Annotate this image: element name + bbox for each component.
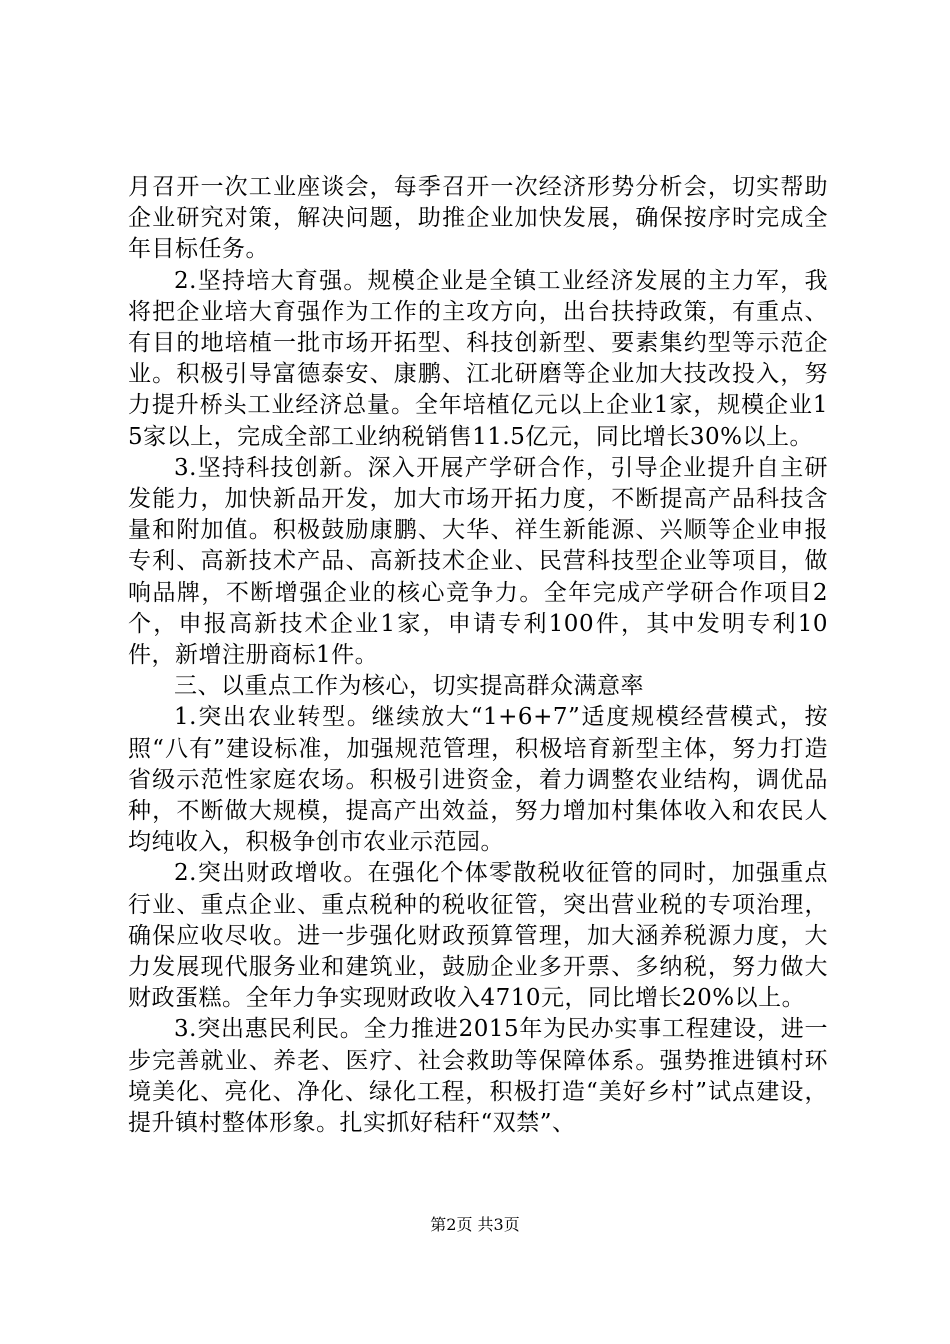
paragraph-6: 3.突出惠民利民。全力推进2015年为民办实事工程建设，进一步完善就业、养老、医疗、社会救助等保障体系。强势推进镇村环境美化、亮化、净化、绿化工程，积极打造“美好乡村”试点建设，提升镇村整体形象。扎实抓好秸秆“双禁”、 <box>128 1016 828 1137</box>
paragraph-1: 月召开一次工业座谈会，每季召开一次经济形势分析会，切实帮助企业研究对策，解决问题，助推企业加快发展，确保按序时完成全年目标任务。 <box>128 174 828 263</box>
paragraph-3: 3.坚持科技创新。深入开展产学研合作，引导企业提升自主研发能力，加快新品开发，加大市场开拓力度，不断提高产品科技含量和附加值。积极鼓励康鹏、大华、祥生新能源、兴顺等企业申报专利、高新技术产品、高新技术企业、民营科技型企业等项目，做响品牌，不断增强企业的核心竞争力。全年完成产学研合作项目2个，申报高新技术企业1家，申请专利100件，其中发明专利10件，新增注册商标1件。 <box>128 454 828 669</box>
paragraph-4: 1.突出农业转型。继续放大“1+6+7”适度规模经营模式，按照“八有”建设标准，加强规范管理，积极培育新型主体，努力打造省级示范性家庭农场。积极引进资金，着力调整农业结构，调优品种，不断做大规模，提高产出效益，努力增加村集体收入和农民人均纯收入，积极争创市农业示范园。 <box>128 704 828 856</box>
paragraph-5: 2.突出财政增收。在强化个体零散税收征管的同时，加强重点行业、重点企业、重点税种的税收征管，突出营业税的专项治理，确保应收尽收。进一步强化财政预算管理，加大涵养税源力度，大力发展现代服务业和建筑业，鼓励企业多开票、多纳税，努力做大财政蛋糕。全年力争实现财政收入4710元，同比增长20%以上。 <box>128 860 828 1012</box>
document-body <box>128 172 828 1139</box>
section-heading: 三、以重点工作为核心，切实提高群众满意率 <box>174 673 644 700</box>
page-footer: 第2页 共3页 <box>430 1215 520 1234</box>
paragraph-2: 2.坚持培大育强。规模企业是全镇工业经济发展的主力军，我将把企业培大育强作为工作的主攻方向，出台扶持政策，有重点、有目的地培植一批市场开拓型、科技创新型、要素集约型等示范企业。积极引导富德泰安、康鹏、江北研磨等企业加大技改投入，努力提升桥头工业经济总量。全年培植亿元以上企业1家，规模企业15家以上，完成全部工业纳税销售11.5亿元，同比增长30%以上。 <box>128 267 828 450</box>
